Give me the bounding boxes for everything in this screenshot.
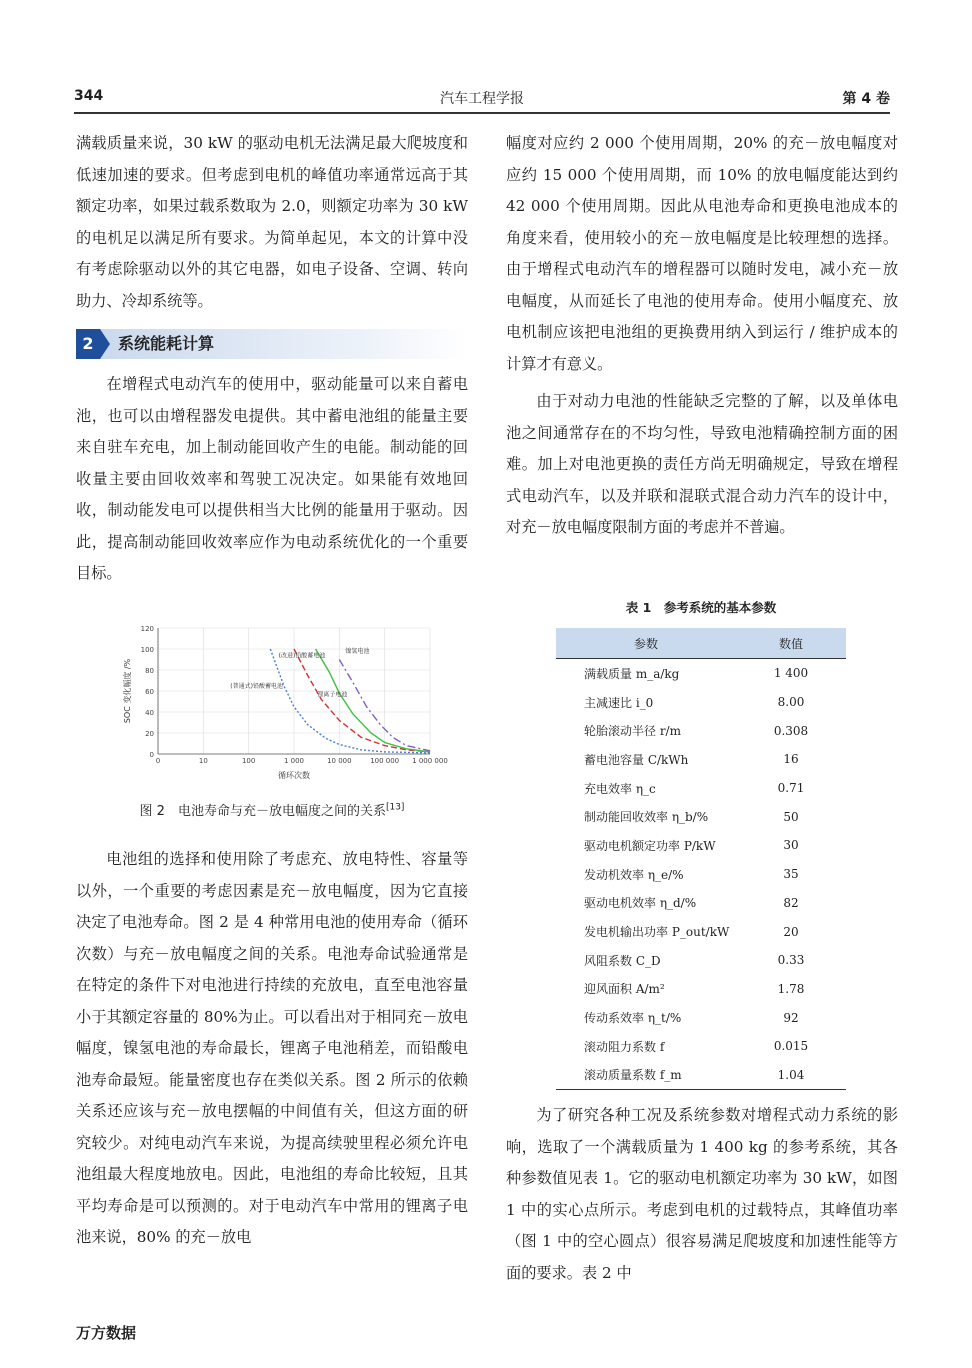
table-header-value: 数值 — [736, 628, 846, 659]
table-row — [556, 860, 846, 889]
series-line — [316, 649, 430, 752]
journal-title: 汽车工程学报 — [440, 91, 524, 107]
x-tick-label: 100 000 — [370, 757, 400, 765]
table-caption: 表 1 参考系统的基本参数 — [625, 600, 777, 615]
x-axis-label: 循环次数 — [278, 771, 310, 780]
table-cell-param: 驱动电机效率 η_d/% — [584, 896, 697, 911]
table-cell-param: 发电机输出功率 P_out/kW — [584, 925, 730, 940]
table-row — [556, 946, 846, 975]
table-cell-value: 92 — [783, 1010, 799, 1025]
table-cell-param: 驱动电机额定功率 P/kW — [584, 838, 716, 853]
table-cell-param: 蓄电池容量 C/kWh — [584, 752, 689, 767]
figure-caption: 图 2 电池寿命与充－放电幅度之间的关系[13] — [139, 802, 405, 819]
left-column — [76, 128, 468, 590]
table-row — [556, 917, 846, 946]
series-line — [294, 649, 430, 752]
table-row — [556, 802, 846, 831]
paragraph: 由于对动力电池的性能缺乏完整的了解，以及单体电池之间通常存在的不均匀性，导致电池精确控制方面的困难。加上对电池更换的责任方尚无明确规定，导致在增程式电动汽车，以及并联和混联式混合动力汽车的设计中，对充－放电幅度限制方面的考虑并不普遍。 — [506, 392, 898, 536]
table-cell-value: 0.308 — [773, 723, 809, 738]
y-tick-label: 100 — [140, 646, 154, 654]
y-tick-label: 20 — [145, 730, 154, 738]
series-annotation: (改进)铅酸蓄电池 — [278, 652, 326, 660]
table-cell-value: 30 — [783, 838, 799, 853]
table-cell-value: 1.78 — [777, 981, 805, 996]
table-cell-value: 1.04 — [736, 1061, 846, 1090]
paragraph: 在增程式电动汽车的使用中，驱动能量可以来自蓄电池，也可以由增程器发电提供。其中蓄电池组的能量主要来自驻车充电，加上制动能回收产生的电能。制动能的回收量主要由回收效率和驾驶工况决定。如果能有效地回收，制动能发电可以提供相当大比例的能量用于驱动。因此，提高制动能回收效率应作为电动系统优化的一个重要目标。 — [76, 375, 468, 582]
table-row — [556, 688, 846, 717]
y-axis-label: SOC 变化幅度 /% — [123, 658, 132, 724]
table-row — [556, 831, 846, 860]
y-tick-label: 40 — [145, 709, 154, 717]
table-cell-value: 16 — [783, 752, 799, 767]
volume-label: 第 4 卷 — [842, 91, 890, 107]
section-number: 2 — [76, 329, 100, 359]
table-cell-param: 满载质量 m_a/kg — [584, 666, 680, 681]
table-cell-value: 1 400 — [773, 666, 809, 681]
table-cell-param: 轮胎滚动半径 r/m — [584, 724, 681, 739]
right-column-lower — [506, 1100, 898, 1289]
paragraph: 电池组的选择和使用除了考虑充、放电特性、容量等以外，一个重要的考虑因素是充－放电幅度，因为它直接决定了电池寿命。图 2 是 4 种常用电池的使用寿命（循环次数）与充－放电幅度之间的关系。电池寿命试验通常是在特定的条件下对电池进行持续的充放电，直至电池容量小于其额定容量的 80%为止。可以看出对于相同充－放电幅度，镍氢电池的寿命最长，锂离子电池稍差，而铅酸电池寿命最短。能量密度也存在类似关系。图 2 所示的依赖关系还应该与充－放电摆幅的中间值有关，但这方面的研究较少。对纯电动汽车来说，为提高续驶里程必须允许电池组最大程度地放电。因此，电池组的寿命比较短，且其平均寿命是可以预测的。对于电动汽车中常用的锂离子电池来说，80% 的充－放电 — [76, 850, 468, 1246]
x-tick-label: 10 000 — [327, 757, 352, 765]
table-row — [556, 716, 846, 745]
table-row — [556, 774, 846, 803]
table-cell-value: 8.00 — [777, 695, 805, 710]
table-cell-value: 82 — [783, 895, 799, 910]
x-tick-label: 1 000 000 — [412, 757, 448, 765]
table-cell-param: 发动机效率 η_e/% — [584, 867, 684, 882]
table-cell-value: 0.71 — [777, 781, 805, 796]
x-tick-label: 10 — [198, 757, 208, 765]
series-annotation: (普通式)铅酸蓄电池 — [230, 682, 283, 690]
table-header-row — [556, 628, 846, 659]
left-column-lower — [76, 844, 468, 1254]
table-cell-param: 主减速比 i_0 — [584, 695, 654, 710]
table-row — [556, 1032, 846, 1061]
right-column — [506, 128, 898, 544]
x-tick-label: 0 — [155, 757, 161, 765]
chart-svg — [100, 620, 450, 790]
table-cell-value: 0.015 — [773, 1039, 809, 1054]
table-cell-value: 50 — [783, 809, 799, 824]
page-number: 344 — [74, 88, 104, 104]
header-rule — [74, 112, 890, 114]
table-row — [556, 1003, 846, 1032]
watermark: 万方数据 — [76, 1324, 137, 1342]
y-tick-label: 120 — [140, 625, 154, 633]
table-cell-value: 0.33 — [777, 953, 805, 968]
section-arrow-icon — [100, 329, 110, 359]
table-cell-param: 滚动质量系数 f_m — [556, 1061, 736, 1090]
y-tick-label: 80 — [145, 667, 154, 675]
x-tick-label: 100 — [241, 757, 256, 765]
figure-2-chart — [100, 620, 450, 790]
table-cell-param: 充电效率 η_c — [584, 781, 656, 796]
y-tick-label: 60 — [145, 688, 154, 696]
y-tick-label: 0 — [149, 751, 154, 759]
section-heading — [76, 329, 468, 359]
table-cell-param: 滚动阻力系数 f — [584, 1039, 665, 1054]
table-header-param: 参数 — [556, 628, 736, 659]
table-cell-param: 迎风面积 A/m² — [584, 982, 665, 997]
table-cell-param: 制动能回收效率 η_b/% — [584, 810, 709, 825]
section-title: 系统能耗计算 — [118, 334, 215, 353]
table-row — [556, 975, 846, 1004]
table-row — [556, 659, 846, 688]
table-row — [556, 745, 846, 774]
table-cell-param: 传动系效率 η_t/% — [584, 1011, 682, 1026]
table-cell-value: 20 — [783, 924, 799, 939]
series-annotation: 锂离子电池 — [317, 691, 348, 699]
paragraph: 为了研究各种工况及系统参数对增程式动力系统的影响，选取了一个满载质量为 1 400 kg 的参考系统，其各种参数值见表 1。它的驱动电机额定功率为 30 kW，如图 1 中的实心点所示。考虑到电机的过载特点，其峰值功率（图 1 中的空心圆点）很容易满足爬坡度和加速性能等方面的要求。表 2 中 — [506, 1106, 898, 1282]
parameter-table — [556, 628, 846, 1090]
page-header — [74, 86, 890, 110]
table-cell-param: 风阻系数 C_D — [584, 953, 661, 968]
table-row — [556, 889, 846, 918]
table-row — [556, 1061, 846, 1090]
table-cell-value: 35 — [783, 867, 799, 882]
paragraph: 满载质量来说，30 kW 的驱动电机无法满足最大爬坡度和低速加速的要求。但考虑到电机的峰值功率通常远高于其额定功率，如果过载系数取为 2.0，则额定功率为 30 kW 的电机足以满足所有要求。为简单起见，本文的计算中没有考虑除驱动以外的其它电器，如电子设备、空调、转向助力、冷却系统等。 — [76, 134, 468, 310]
x-tick-label: 1 000 — [283, 757, 305, 765]
series-annotation: 镍氢电池 — [345, 648, 370, 656]
paragraph: 幅度对应约 2 000 个使用周期，20% 的充－放电幅度对应约 15 000 个使用周期，而 10% 的放电幅度能达到约 42 000 个使用周期。因此从电池寿命和更换电池成本的角度来看，使用较小的充－放电幅度是比较理想的选择。由于增程式电动汽车的增程器可以随时发电，减小充－放电幅度，从而延长了电池的使用寿命。使用小幅度充、放电机制应该把电池组的更换费用纳入到运行 / 维护成本的计算才有意义。 — [506, 134, 898, 373]
